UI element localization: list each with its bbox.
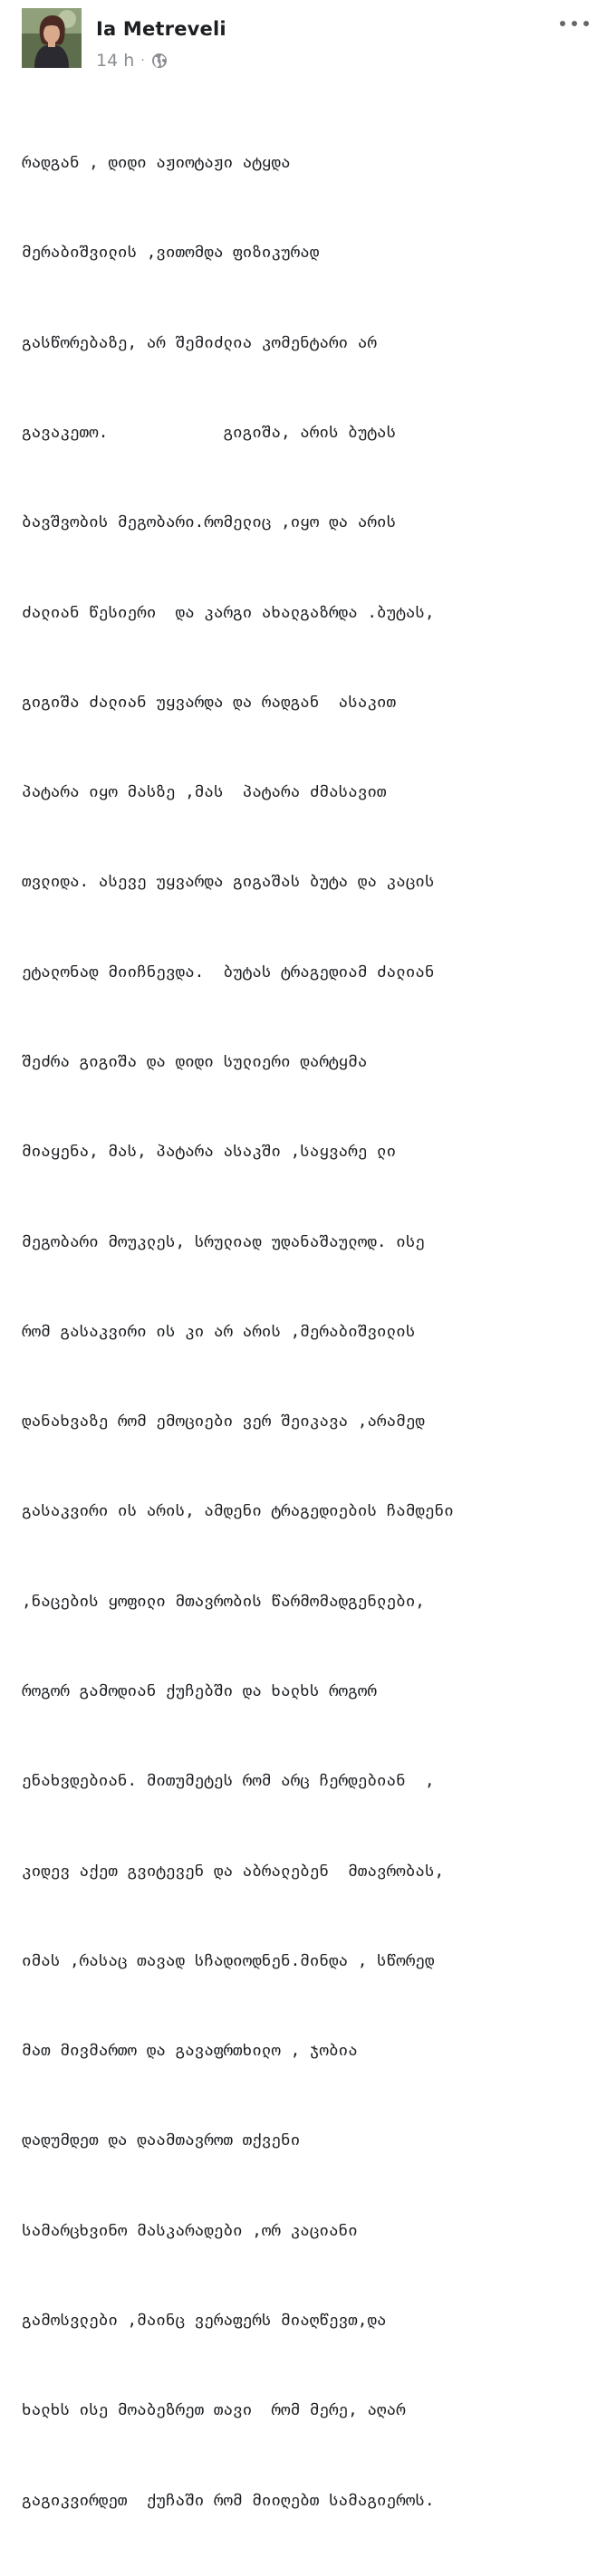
post-text-line: მიაყენა, მას, პატარა ასაკში ,საყვარე ლი [22,1143,397,1162]
post-text-line: ბავშვობის მეგობარი.რომელიც ,იყო და არის [22,513,397,532]
post-text-line: გამოსვლები ,მაინც ვერაფერს მიაღწევთ,და [22,2311,387,2330]
meta-separator: · [140,53,145,68]
post-text-line: ,ნაცების ყოფილი მთავრობის წარმომადგენლები, [22,1592,425,1611]
author-name[interactable]: Ia Metreveli [96,18,226,40]
post-text-line: შეძრა გიგიშა და დიდი სულიერი დარტყმა [22,1053,368,1071]
post-text-line: ენახვდებიან. მითუმეტეს რომ არც ჩერდებიან , [22,1772,435,1791]
post-header [0,0,607,81]
post-text-line: გავაკეთო. გიგიშა, არის ბუტას [22,424,397,443]
post-text-line: მეგობარი მოუკლეს, სრულიად უდანაშაულოდ. ისე [22,1232,425,1251]
globe-icon[interactable] [151,53,168,69]
post-text-line: მერაბიშვილის ,ვითომდა ფიზიკურად [22,244,320,263]
post-text-line: იმას ,რასაც თავად სჩადიოდნენ.მინდა , სწორედ [22,1951,435,1970]
post-text [22,89,602,2576]
post-text-line: ძალიან წესიერი და კარგი ახალგაზრდა .ბუტას, [22,603,435,622]
post-meta [96,51,168,71]
more-dot [583,21,589,26]
post-text-line: ეტალონად მიიჩნევდა. ბუტას ტრაგედიამ ძალიან [22,962,435,982]
post-text-line: კიდევ აქეთ გვიტევენ და აბრალებენ მთავრობას, [22,1862,445,1881]
author-avatar[interactable] [22,8,82,68]
post-text-line: გასაკვირი ის არის, ამდენი ტრაგედიების ჩამდენი [22,1502,454,1521]
post-text-line: გასწორებაზე, არ შემიძლია კომენტარი არ [22,333,377,352]
post-text-line: ხალხს ისე მოაბეზრეთ თავი რომ მერე, აღარ [22,2401,406,2420]
post-text-line: გაგიკვირდეთ ქუჩაში რომ მიიღებთ სამაგიეროს. [22,2491,435,2510]
post-text-line: დანახვაზე რომ ემოციები ვერ შეიკავა ,არამედ [22,1412,425,1432]
more-options-icon[interactable] [560,13,589,34]
post-timestamp[interactable]: 14 h [96,51,135,71]
more-dot [572,21,577,26]
post-text-line: სამარცხვინო მასკარადები ,ორ კაციანი [22,2221,358,2240]
profile-photo-icon [22,8,82,68]
more-dot [560,21,565,26]
post-text-line: დადუმდეთ და დაამთავროთ თქვენი [22,2131,301,2150]
post-text-line: პატარა იყო მასზე ,მას პატარა ძმასავით [22,783,387,802]
post-text-line: რომ გასაკვირი ის კი არ არის ,მერაბიშვილის [22,1322,416,1341]
post-text-line: მათ მივმართო და გავაფრთხილო , ჯობია [22,2042,358,2061]
post-text-line: გიგიშა ძალიან უყვარდა და რადგან ასაკით [22,693,397,712]
post-text-line: რადგან , დიდი აჟიოტაჟი ატყდა [22,154,291,173]
post-text-line: როგორ გამოდიან ქუჩებში და ხალხს როგორ [22,1681,377,1700]
post-text-line: თვლიდა. ასევე უყვარდა გიგაშას ბუტა და კაცის [22,873,435,892]
